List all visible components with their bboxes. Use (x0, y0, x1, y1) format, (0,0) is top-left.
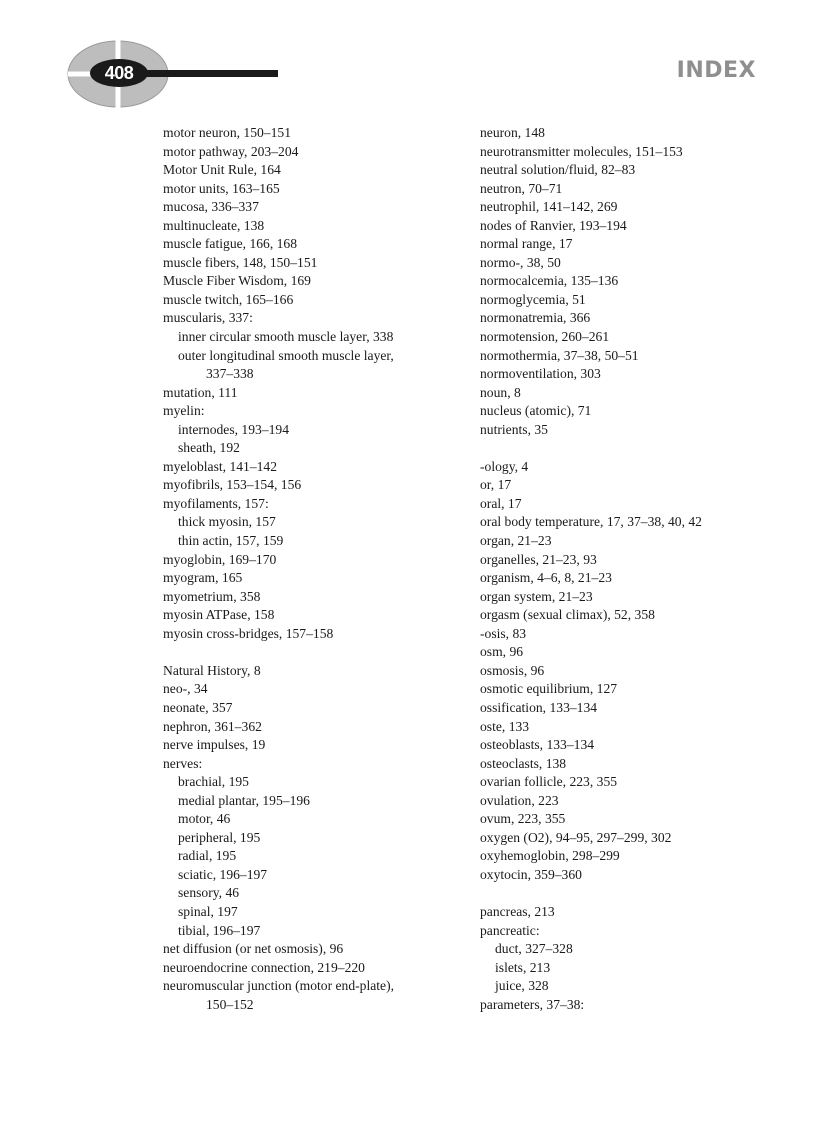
index-entry: -ology, 4 (480, 458, 529, 474)
page-header (0, 0, 816, 120)
index-entry: Motor Unit Rule, 164 (163, 162, 281, 178)
index-subentry: thin actin, 157, 159 (178, 533, 284, 549)
index-entry-continuation: 337–338 (206, 366, 254, 382)
index-entry: osmotic equilibrium, 127 (480, 681, 618, 697)
index-entry: neuroendocrine connection, 219–220 (163, 959, 365, 975)
index-entry: osm, 96 (480, 644, 524, 660)
index-entry: myofibrils, 153–154, 156 (163, 477, 302, 493)
index-subentry: tibial, 196–197 (178, 922, 261, 938)
index-entry: orgasm (sexual climax), 52, 358 (480, 607, 655, 623)
index-column-left (163, 124, 463, 1014)
index-entry: neutrophil, 141–142, 269 (480, 199, 618, 215)
index-entry: multinucleate, 138 (163, 217, 265, 233)
index-subentry: sensory, 46 (178, 885, 240, 901)
index-entry: pancreatic: (480, 922, 540, 938)
index-entry: neurotransmitter molecules, 151–153 (480, 143, 683, 159)
index-entry: net diffusion (or net osmosis), 96 (163, 941, 344, 957)
index-entry: neuromuscular junction (motor end-plate), (163, 978, 395, 994)
index-entry: nerves: (163, 755, 203, 771)
index-entry: mucosa, 336–337 (163, 199, 259, 215)
index-entry: myeloblast, 141–142 (163, 458, 278, 474)
index-entry: organism, 4–6, 8, 21–23 (480, 570, 612, 586)
index-entry: neutron, 70–71 (480, 180, 563, 196)
index-entry: normonatremia, 366 (480, 310, 591, 326)
index-entry: neonate, 357 (163, 699, 233, 715)
index-subentry: inner circular smooth muscle layer, 338 (178, 329, 394, 345)
index-entry: osteoclasts, 138 (480, 755, 567, 771)
index-entry: muscularis, 337: (163, 310, 253, 326)
index-entry: mutation, 111 (163, 384, 238, 400)
index-subentry: sciatic, 196–197 (178, 866, 268, 882)
index-entry: motor neuron, 150–151 (163, 125, 291, 140)
index-entry: myogram, 165 (163, 570, 243, 586)
index-entry: nucleus (atomic), 71 (480, 403, 592, 419)
index-entry: ossification, 133–134 (480, 699, 598, 715)
index-entry: myofilaments, 157: (163, 495, 269, 511)
page-number: 408 (104, 63, 134, 83)
index-entry: ovulation, 223 (480, 792, 559, 808)
index-entry: parameters, 37–38: (480, 996, 585, 1012)
index-entry: oxyhemoglobin, 298–299 (480, 848, 620, 864)
index-entry: muscle fibers, 148, 150–151 (163, 254, 318, 270)
index-entry: osteoblasts, 133–134 (480, 737, 595, 753)
index-entry: myosin ATPase, 158 (163, 607, 275, 623)
index-subentry: motor, 46 (178, 811, 231, 827)
index-subentry: spinal, 197 (178, 903, 238, 919)
section-gap (163, 643, 463, 662)
index-entry: nodes of Ranvier, 193–194 (480, 217, 627, 233)
index-entry: or, 17 (480, 477, 512, 493)
index-subentry: islets, 213 (495, 959, 551, 975)
index-entry: nerve impulses, 19 (163, 737, 266, 753)
index-entry: oxygen (O2), 94–95, 297–299, 302 (480, 829, 672, 845)
index-entry: nutrients, 35 (480, 421, 548, 437)
index-entry: normocalcemia, 135–136 (480, 273, 619, 289)
index-entry: myelin: (163, 403, 205, 419)
index-entry: ovum, 223, 355 (480, 811, 566, 827)
index-subentry: juice, 328 (495, 978, 549, 994)
index-entry: nephron, 361–362 (163, 718, 262, 734)
index-entry: osmosis, 96 (480, 662, 545, 678)
index-entry: muscle fatigue, 166, 168 (163, 236, 298, 252)
index-entry: neuron, 148 (480, 125, 545, 140)
index-entry: normo-, 38, 50 (480, 254, 561, 270)
index-entry: Natural History, 8 (163, 662, 261, 678)
index-entry: noun, 8 (480, 384, 521, 400)
index-subentry: outer longitudinal smooth muscle layer, (178, 347, 394, 363)
index-entry: Muscle Fiber Wisdom, 169 (163, 273, 311, 289)
index-entry: organ system, 21–23 (480, 588, 593, 604)
index-entry: organelles, 21–23, 93 (480, 551, 597, 567)
index-subentry: brachial, 195 (178, 774, 249, 790)
index-entry: normotension, 260–261 (480, 329, 610, 345)
index-entry: myoglobin, 169–170 (163, 551, 277, 567)
index-entry: oral body temperature, 17, 37–38, 40, 42 (480, 514, 702, 530)
index-subentry: internodes, 193–194 (178, 421, 290, 437)
index-entry: muscle twitch, 165–166 (163, 291, 294, 307)
index-subentry: sheath, 192 (178, 440, 240, 456)
index-entry: pancreas, 213 (480, 903, 555, 919)
index-entry: oral, 17 (480, 495, 522, 511)
index-entry: organ, 21–23 (480, 533, 552, 549)
index-subentry: duct, 327–328 (495, 941, 573, 957)
index-entry: myometrium, 358 (163, 588, 261, 604)
index-subentry: peripheral, 195 (178, 829, 261, 845)
index-entry: motor units, 163–165 (163, 180, 280, 196)
index-entry: normoventilation, 303 (480, 366, 601, 382)
index-entry: neo-, 34 (163, 681, 208, 697)
index-entry-continuation: 150–152 (206, 996, 254, 1012)
section-gap (480, 884, 780, 903)
index-entry: normoglycemia, 51 (480, 291, 586, 307)
index-entry: normothermia, 37–38, 50–51 (480, 347, 639, 363)
index-entry: motor pathway, 203–204 (163, 143, 299, 159)
index-entry: normal range, 17 (480, 236, 573, 252)
index-column-right (480, 124, 780, 1014)
index-entry: oste, 133 (480, 718, 530, 734)
index-entry: -osis, 83 (480, 625, 527, 641)
index-subentry: thick myosin, 157 (178, 514, 276, 530)
index-subentry: radial, 195 (178, 848, 237, 864)
index-entry: myosin cross-bridges, 157–158 (163, 625, 334, 641)
index-subentry: medial plantar, 195–196 (178, 792, 310, 808)
index-entry: oxytocin, 359–360 (480, 866, 582, 882)
index-entry: ovarian follicle, 223, 355 (480, 774, 618, 790)
section-gap (480, 439, 780, 458)
section-title: INDEX (676, 58, 756, 83)
index-entry: neutral solution/fluid, 82–83 (480, 162, 636, 178)
